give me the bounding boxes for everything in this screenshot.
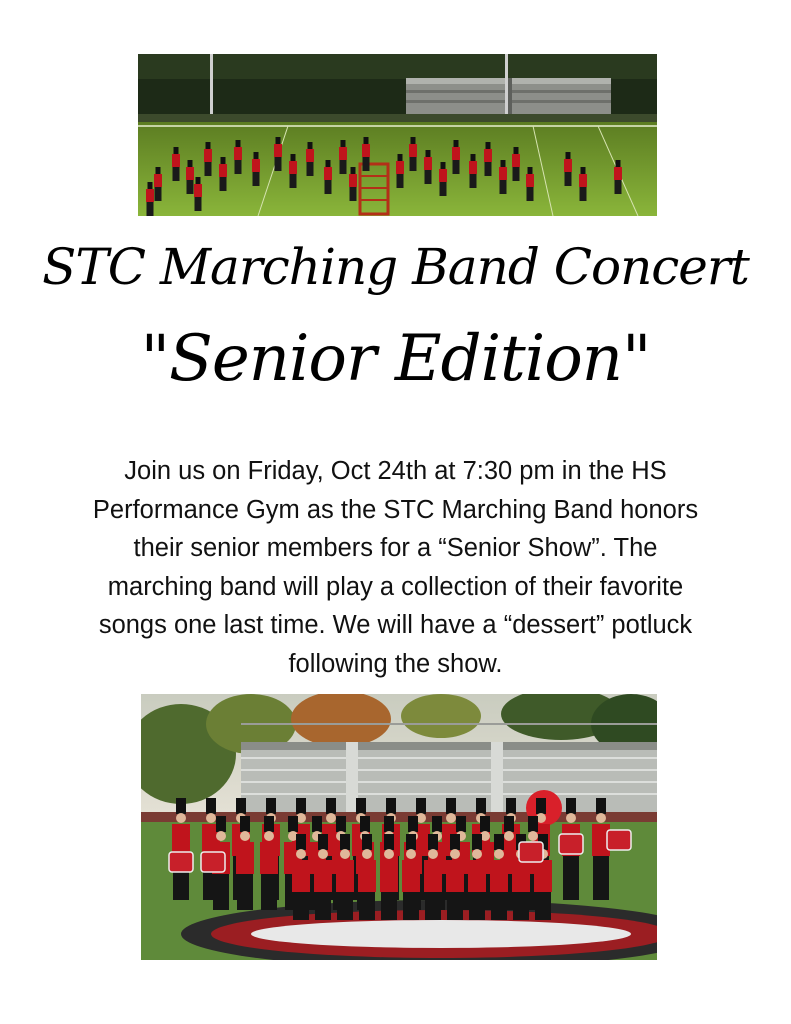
marching-band-field-photo (138, 54, 657, 216)
flyer-subtitle: "Senior Edition" (140, 322, 651, 396)
description-line: their senior members for a “Senior Show”. The (133, 534, 658, 562)
description-line: songs one last time. We will have a “dessert” potluck (98, 611, 693, 639)
band-group-photo (141, 694, 657, 960)
description-line: Join us on Friday, Oct 24th at 7:30 pm in the HS (124, 457, 667, 485)
event-description (40, 452, 751, 683)
description-line: Performance Gym as the STC Marching Band honors (92, 495, 699, 524)
flyer-title: STC Marching Band Concert (42, 238, 749, 296)
description-line: marching band will play a collection of their favorite (107, 572, 684, 601)
description-line: following the show. (288, 649, 503, 678)
